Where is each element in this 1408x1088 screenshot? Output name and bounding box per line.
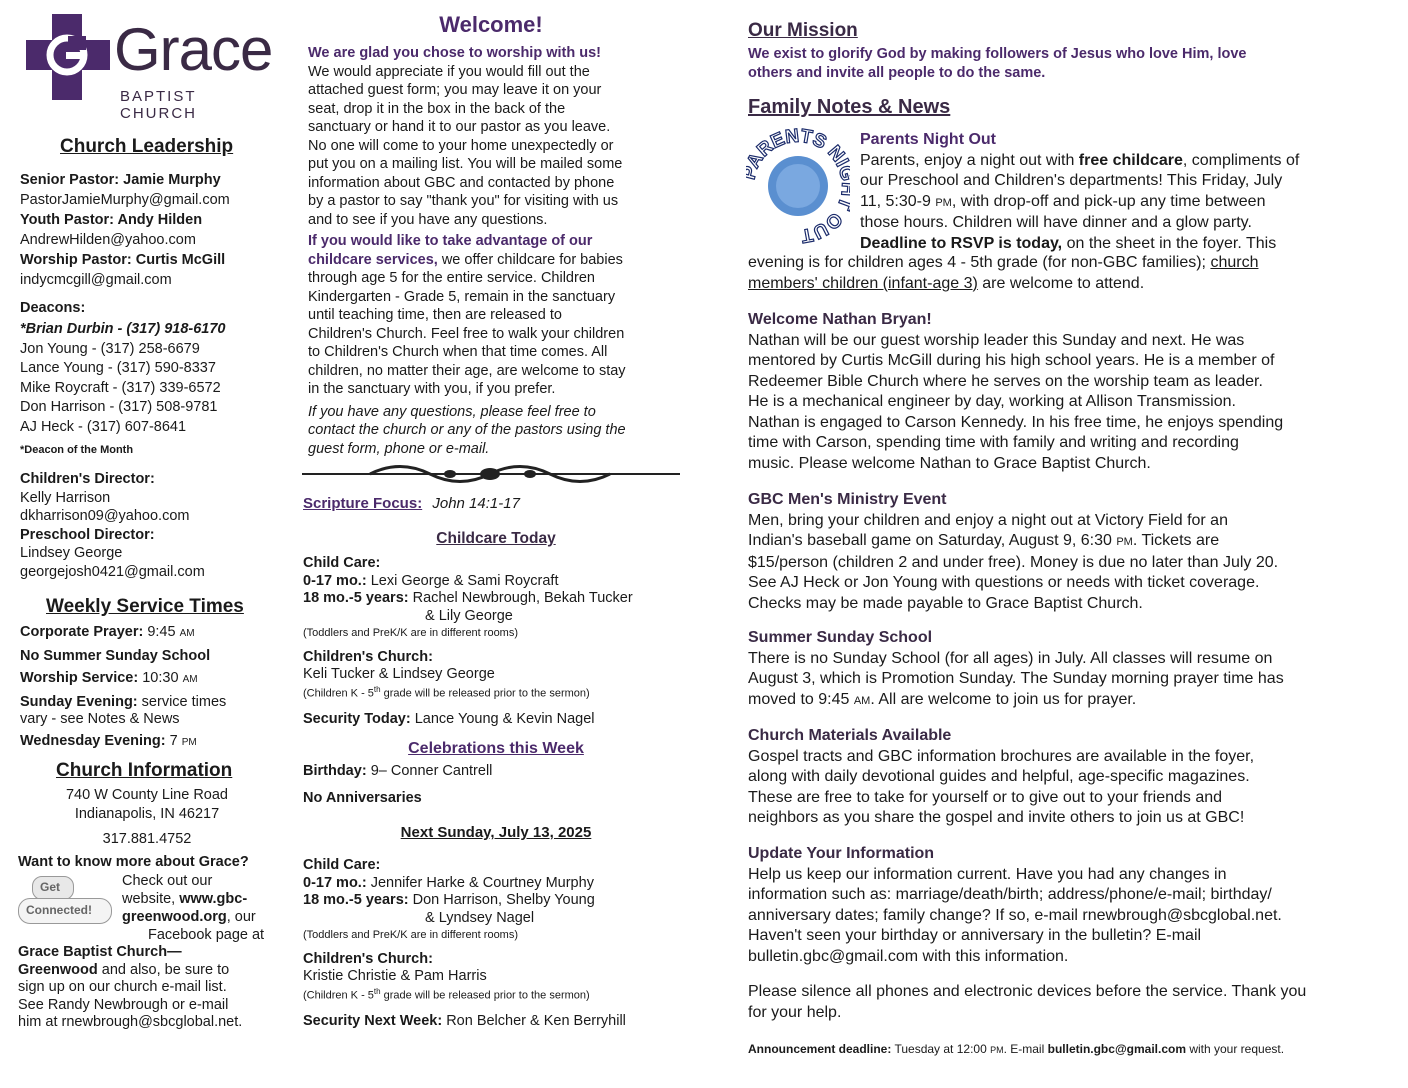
volunteers: Rachel Newbrough, Bekah Tucker [412, 590, 633, 606]
wednesday-evening-time: 7 [169, 733, 178, 749]
volunteers: & Lyndsey Nagel [425, 909, 535, 926]
celebrations-heading: Celebrations this Week [408, 740, 584, 757]
cta-line: Facebook page at [148, 927, 265, 943]
childcare-intro: childcare services, [308, 251, 438, 268]
pno-line: , with drop-off and pick-up any time between [951, 192, 1266, 210]
update-line: anniversary dates; family change? If so, e-mail rnewbrough@sbcglobal.net. [748, 906, 1282, 924]
website-link[interactable]: greenwood.org [122, 909, 227, 925]
welcome-line: children, no matter their age, are welcome to stay [308, 362, 626, 379]
corporate-prayer-time: 9:45 [147, 624, 176, 640]
anniversaries: No Anniversaries [303, 790, 422, 806]
badge-bottom-text: Connected! [26, 903, 92, 917]
welcome-line: until teaching time, then are released to [308, 307, 562, 323]
child-care-label: Child Care: [303, 555, 381, 571]
footer-text: . E-mail [1003, 1042, 1048, 1056]
silence-line: for your help. [748, 1003, 842, 1021]
welcome-line: seat, drop it in the box in the back of the [308, 100, 566, 117]
mens-line: Men, bring your children and enjoy a night out at Victory Field for an [748, 511, 1228, 529]
ss-line: There is no Sunday School (for all ages) in July. All classes will resume on [748, 649, 1273, 667]
volunteers: Lexi George & Sami Roycraft [370, 572, 559, 589]
celebrations [303, 762, 492, 807]
deacon-item: Lance Young - (317) 590-8337 [20, 360, 216, 376]
update-title: Update Your Information [748, 845, 935, 862]
welcome-line: information about GBC and contacted by phone [308, 174, 615, 191]
pno-line: Parents, enjoy a night out with [860, 151, 1079, 169]
release-note: grade will be released prior to the sermon) [380, 989, 590, 1002]
security-volunteers: Lance Young & Kevin Nagel [414, 710, 595, 727]
pm-label: PM [990, 1045, 1004, 1055]
sunday-evening-note: vary - see Notes & News [20, 711, 180, 727]
welcome-line: No one will come to your home unexpectedly or [308, 137, 614, 154]
deacon-item: Mike Roycraft - (317) 339-6572 [20, 379, 221, 396]
wednesday-evening-label: Wednesday Evening: [20, 733, 166, 749]
pastor-list [20, 170, 230, 290]
pno-block-cont [748, 253, 1382, 294]
release-note: grade will be released prior to the sermon) [380, 687, 590, 700]
welcome-intro: We are glad you chose to worship with us! [308, 45, 601, 61]
deacon-item: Jon Young - (317) 258-6679 [20, 340, 200, 357]
mission-heading: Our Mission [748, 20, 858, 41]
cta-line: Check out our [122, 873, 213, 889]
welcome-line: attached guest form; you may leave it on your [308, 82, 602, 98]
update-line: Haven't seen your birthday or anniversary in the bulletin? E-mail [748, 927, 1202, 944]
mens-line: . Tickets are [1132, 532, 1220, 549]
update-line: information such as: marriage/death/birth; address/phone/e-mail; birthday/ [748, 886, 1272, 903]
age-label: 18 mo.-5 years: [303, 590, 409, 606]
birthday-value: 9– Conner Cantrell [370, 763, 493, 779]
welcome-line: guest form, phone or e-mail. [308, 440, 490, 457]
childrens-director-label: Children's Director: [20, 471, 155, 487]
security-label: Security Today: [303, 710, 411, 727]
cta-bottom [18, 944, 242, 1032]
release-note: (Children K - 5 [303, 687, 374, 700]
materials-line: along with daily devotional guides and helpful, age-specific magazines. [748, 768, 1250, 785]
welcome-line: Children's Church. Feel free to walk your children [308, 325, 625, 342]
cta-line: and also, be sure to [97, 961, 230, 978]
welcome-line: to Children's Church when that time comes. All [308, 344, 608, 360]
summer-ss-block [748, 628, 1382, 711]
materials-line: These are free to take for yourself or to give out to your friends and [748, 788, 1223, 806]
pno-title: Parents Night Out [860, 131, 997, 148]
mission-text [748, 45, 1382, 83]
pno-line: those hours. Children will have dinner and a glow party. [860, 214, 1252, 231]
welcome-line: by a pastor to say "thank you" for visiting with us [308, 193, 619, 209]
childrens-director-name: Kelly Harrison [20, 489, 111, 506]
footer-label: Announcement deadline: [748, 1042, 892, 1056]
pno-deadline: Deadline to RSVP is today, [860, 234, 1063, 252]
update-line: Help us keep our information current. Have you had any changes in [748, 865, 1227, 883]
sunday-evening-label: Sunday Evening: [20, 694, 138, 710]
worship-service-label: Worship Service: [20, 670, 139, 686]
welcome-line: We would appreciate if you would fill out the [308, 63, 590, 80]
worship-pastor-email[interactable]: indycmcgill@gmail.com [20, 272, 172, 288]
update-line: bulletin.gbc@gmail.com with this information. [748, 947, 1069, 965]
security-volunteers: Ron Belcher & Ken Berryhill [446, 1012, 626, 1029]
know-more: Want to know more about Grace? [18, 854, 249, 870]
welcome-line: If you have any questions, please feel free to [308, 403, 596, 420]
pno-line: evening is for children ages 4 - 5th grade (for non-GBC families); [748, 254, 1211, 271]
volunteers: Keli Tucker & Lindsey George [303, 666, 495, 682]
parents-night-out-badge [746, 128, 850, 244]
footer-text: with your request. [1186, 1042, 1285, 1056]
pno-block [860, 130, 1382, 254]
directors [20, 470, 205, 581]
youth-pastor-email[interactable]: AndrewHilden@yahoo.com [20, 232, 196, 248]
mens-block [748, 490, 1382, 614]
mens-line: See AJ Heck or Jon Young with questions or needs with ticket coverage. [748, 574, 1260, 591]
age-label: 0-17 mo.: [303, 572, 367, 589]
mission-line: others and invite all people to do the same. [748, 65, 1046, 81]
materials-line: Gospel tracts and GBC information brochures are available in the foyer, [748, 747, 1255, 765]
service-times-heading: Weekly Service Times [46, 596, 244, 617]
address [16, 786, 278, 849]
cross-g-icon [26, 14, 110, 100]
deacon-item: *Brian Durbin - (317) 918-6170 [20, 321, 226, 337]
cta-line[interactable]: him at rnewbrough@sbcglobal.net. [18, 1014, 243, 1030]
deacon-item: Don Harrison - (317) 508-9781 [20, 399, 218, 415]
am-label: AM [182, 674, 198, 685]
volunteers: Jennifer Harke & Courtney Murphy [370, 874, 594, 891]
scripture-value: John 14:1-17 [432, 495, 520, 512]
youth-pastor: Youth Pastor: Andy Hilden [20, 212, 203, 228]
volunteers: & Lily George [425, 607, 513, 624]
welcome-heading: Welcome! [439, 12, 543, 37]
nathan-line: Redeemer Bible Church where he serves on the worship team as leader. [748, 372, 1263, 390]
release-note: th [373, 986, 381, 996]
welcome-line: we offer childcare for babies [437, 251, 623, 268]
childcare-today [303, 555, 693, 728]
ss-line: August 3, which is Promotion Sunday. The Sunday morning prayer time has [748, 670, 1284, 687]
badge-text: RENTS N OUT [753, 128, 849, 244]
silence-line: Please silence all phones and electronic devices before the service. Thank you [748, 983, 1307, 1000]
cta-line: Grace Baptist Church— [18, 944, 182, 960]
mens-line: Indian's baseball game on Saturday, August 9, 6:30 [748, 532, 1117, 549]
next-sunday [303, 857, 693, 1030]
welcome-line: and to see if you have any questions. [308, 211, 548, 228]
room-note: (Toddlers and PreK/K are in different rooms) [303, 929, 519, 941]
materials-line: neighbors as you share the gospel and invite others to join us at GBC! [748, 809, 1245, 826]
mens-title: GBC Men's Ministry Event [748, 491, 947, 508]
childrens-director-email[interactable]: dkharrison09@yahoo.com [20, 508, 190, 524]
welcome-line: put you on a mailing list. You will be mailed some [308, 156, 623, 172]
nathan-line: He is a mechanical engineer by day, working at Allison Transmission. [748, 393, 1236, 410]
pno-line: church [1210, 254, 1259, 271]
scripture-label: Scripture Focus: [303, 495, 423, 512]
pno-line: our Preschool and Children's departments! This Friday, July [860, 172, 1283, 189]
church-logo [26, 14, 110, 100]
service-times [20, 622, 278, 753]
cta-line: Greenwood [18, 961, 98, 978]
welcome-line: through age 5 for the entire service. Children [308, 270, 595, 286]
pno-line: on the sheet in the foyer. This [1062, 234, 1277, 252]
deacon-list [20, 320, 226, 437]
footer-text: Tuesday at 12:00 [891, 1042, 991, 1056]
childcare-intro: If you would like to take advantage of our [308, 233, 593, 249]
website-link[interactable]: www.gbc- [179, 891, 248, 907]
room-note: (Toddlers and PreK/K are in different rooms) [303, 627, 519, 639]
senior-pastor: Senior Pastor: Jamie Murphy [20, 172, 221, 188]
nathan-line: mentored by Curtis McGill during his high school years. He is a member of [748, 352, 1275, 369]
release-note: (Children K - 5 [303, 989, 374, 1002]
mens-line: Checks may be made payable to Grace Baptist Church. [748, 594, 1143, 612]
am-label: AM [179, 628, 195, 639]
volunteers: Don Harrison, Shelby Young [412, 892, 595, 908]
news-heading: Family Notes & News [748, 96, 951, 118]
age-label: 18 mo.-5 years: [303, 892, 409, 908]
welcome-line: contact the church or any of the pastors using the [308, 422, 626, 438]
child-care-label: Child Care: [303, 857, 381, 873]
scripture-focus [303, 495, 520, 512]
preschool-director-name: Lindsey George [20, 545, 123, 561]
welcome-line: Kindergarten - Grade 5, remain in the sanctuary [308, 288, 616, 305]
pno-line: are welcome to attend. [977, 274, 1145, 292]
childcare-today-heading: Childcare Today [436, 530, 556, 547]
am-label: AM [853, 694, 871, 707]
childrens-church-label: Children's Church: [303, 648, 433, 665]
preschool-director-label: Preschool Director: [20, 526, 155, 543]
cta-line: See Randy Newbrough or e-mail [18, 996, 229, 1013]
pno-line: members' children (infant-age 3) [748, 274, 978, 292]
nathan-block [748, 310, 1382, 474]
deacon-item: AJ Heck - (317) 607-8641 [20, 418, 187, 435]
church-info-heading: Church Information [56, 760, 233, 781]
badge-top-text: Get [40, 880, 61, 894]
nathan-line: music. Please welcome Nathan to Grace Baptist Church. [748, 454, 1151, 472]
pm-label: PM [935, 196, 952, 209]
footer-email-link[interactable]: bulletin.gbc@gmail.com [1047, 1042, 1186, 1056]
nathan-title: Welcome Nathan Bryan! [748, 311, 932, 328]
materials-block [748, 726, 1382, 829]
brand-name: Grace [114, 16, 273, 83]
pno-line: 11, 5:30-9 [860, 192, 936, 210]
no-sunday-school: No Summer Sunday School [20, 648, 211, 664]
materials-title: Church Materials Available [748, 727, 952, 744]
welcome-line: sanctuary or hand it to our pastor as you leave. [308, 119, 611, 135]
release-note: th [373, 684, 381, 694]
nathan-line: Nathan will be our guest worship leader this Sunday and next. He was [748, 331, 1245, 349]
worship-pastor: Worship Pastor: Curtis McGill [20, 252, 226, 268]
pm-label: PM [181, 737, 197, 748]
get-connected-badge [18, 876, 114, 926]
ornament-divider [300, 462, 682, 486]
leadership-heading: Church Leadership [60, 136, 234, 157]
cta-side [122, 872, 264, 944]
nathan-line: Nathan is engaged to Carson Kennedy. In his free time, he enjoys spending [748, 413, 1284, 431]
nathan-line: time with Carson, spending time with family and writing and recording [748, 434, 1239, 451]
corporate-prayer-label: Corporate Prayer: [20, 624, 144, 640]
pno-line: free childcare [1078, 151, 1183, 169]
update-block [748, 844, 1382, 967]
cta-line: sign up on our church e-mail list. [18, 979, 227, 995]
next-sunday-heading: Next Sunday, July 13, 2025 [400, 824, 592, 841]
mission-line: We exist to glorify God by making followers of Jesus who love Him, love [748, 46, 1247, 62]
deacon-note: *Deacon of the Month [20, 444, 134, 456]
childrens-church-label: Children's Church: [303, 950, 433, 967]
announcement-footer [748, 1042, 1284, 1056]
security-label: Security Next Week: [303, 1012, 443, 1029]
volunteers: Kristie Christie & Pam Harris [303, 968, 487, 984]
welcome-text [308, 44, 684, 458]
cta-line: , our [226, 909, 256, 925]
mens-line: $15/person (children 2 and under free). Money is due no later than July 20. [748, 553, 1279, 571]
birthday-label: Birthday: [303, 763, 367, 779]
pm-label: PM [1116, 536, 1133, 548]
sunday-evening-value: service times [141, 694, 227, 710]
silence-note [748, 982, 1382, 1023]
ss-title: Summer Sunday School [748, 629, 933, 646]
age-label: 0-17 mo.: [303, 874, 367, 891]
senior-pastor-email[interactable]: PastorJamieMurphy@gmail.com [20, 192, 230, 208]
flourish-icon [300, 462, 682, 486]
ss-line: . All are welcome to join us for prayer. [870, 690, 1137, 708]
welcome-line: in the sanctuary with you, if you prefer. [308, 381, 556, 397]
worship-service-time: 10:30 [142, 670, 179, 686]
address-line-2: Indianapolis, IN 46217 [74, 806, 220, 822]
preschool-director-email[interactable]: georgejosh0421@gmail.com [20, 563, 205, 580]
parents-night-out-icon [746, 128, 850, 244]
brand-subtitle: BAPTIST CHURCH [120, 88, 197, 122]
deacons-label: Deacons: [20, 300, 86, 316]
address-line-1: 740 W County Line Road [65, 787, 228, 803]
pno-line: , compliments of [1182, 151, 1300, 169]
phone-number[interactable]: 317.881.4752 [102, 831, 192, 847]
cta-line: website, [122, 891, 180, 907]
ss-line: moved to 9:45 [748, 690, 854, 708]
